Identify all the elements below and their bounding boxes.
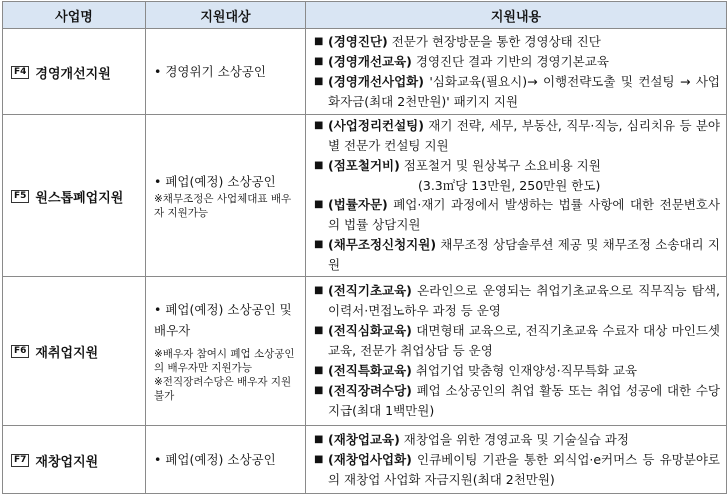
header-target: 지원대상 <box>146 2 306 29</box>
content-item <box>314 195 720 235</box>
item-text: 폐업 소상공인의 취업 활동 또는 취업 성공에 대한 수당 지급(최대 1백만원) <box>328 383 720 418</box>
square-bullet-icon: ■ <box>314 35 324 47</box>
item-text: 재기 전략, 세무, 부동산, 직무·직능, 심리치유 등 분야별 전문가 컨설팅 지원 <box>328 118 720 153</box>
target-text: • 폐업(예정) 소상공인 <box>154 174 276 189</box>
header-program-name: 사업명 <box>3 2 146 29</box>
program-name: 경영개선지원 <box>35 66 111 82</box>
target-text: • 폐업(예정) 소상공인 및 배우자 <box>154 302 292 338</box>
square-bullet-icon: ■ <box>314 285 324 296</box>
target-note: ※배우자 참여시 폐업 소상공인의 배우자만 지원가능 <box>154 348 295 374</box>
content-item <box>314 361 720 381</box>
table-row <box>3 29 727 115</box>
item-label: (전직특화교육) <box>328 363 412 378</box>
item-label: (전직심화교육) <box>328 323 412 338</box>
program-name-cell <box>3 115 146 277</box>
square-bullet-icon: ■ <box>314 199 324 210</box>
square-bullet-icon: ■ <box>314 453 324 465</box>
item-amount: (3.3㎡당 13만원, 250만원 한도) <box>418 178 601 193</box>
content-item <box>314 156 720 195</box>
square-bullet-icon: ■ <box>314 239 324 250</box>
content-cell <box>306 426 727 494</box>
program-code-badge: F6 <box>11 345 29 358</box>
target-note: ※채무조정은 사업체대표 배우자 지원가능 <box>154 193 292 219</box>
target-cell <box>146 426 306 494</box>
item-text: 전문가 현장방문을 통한 경영상태 진단 <box>387 33 601 49</box>
item-label: (사업정리컨설팅) <box>328 118 424 133</box>
target-cell <box>146 29 306 115</box>
program-code-badge: F4 <box>11 66 29 79</box>
item-label: (법률자문) <box>328 197 388 212</box>
item-label: (전직기초교육) <box>328 283 412 298</box>
table-row <box>3 277 727 426</box>
target-cell <box>146 115 306 277</box>
item-label: (재창업교육) <box>328 431 400 447</box>
content-item <box>314 72 720 112</box>
header-content: 지원내용 <box>306 2 727 29</box>
content-item <box>314 450 720 490</box>
item-text: 재창업을 위한 경영교육 및 기술실습 과정 <box>399 431 629 447</box>
program-name: 원스톱폐업지원 <box>35 190 124 206</box>
item-text: 온라인으로 운영되는 취업기초교육으로 직무직능 탐색, 이력서·면접노하우 과정 등 운영 <box>328 283 720 318</box>
square-bullet-icon: ■ <box>314 120 324 131</box>
program-code-badge: F5 <box>11 190 29 203</box>
content-item <box>314 32 720 52</box>
target-text: • 폐업(예정) 소상공인 <box>154 452 276 467</box>
item-label: (전직장려수당) <box>328 383 412 398</box>
square-bullet-icon: ■ <box>314 325 324 336</box>
content-item <box>314 381 720 421</box>
program-name: 재창업지원 <box>35 454 99 470</box>
content-item <box>314 235 720 275</box>
square-bullet-icon: ■ <box>314 385 324 396</box>
item-text: 대면형태 교육으로, 전직기초교육 수료자 대상 마인드셋 교육, 전문가 취업상담 등 운영 <box>328 323 720 358</box>
square-bullet-icon: ■ <box>314 160 324 171</box>
square-bullet-icon: ■ <box>314 365 324 376</box>
item-text: 경영진단 결과 기반의 경영기본교육 <box>411 53 609 69</box>
target-cell <box>146 277 306 426</box>
program-name-cell <box>3 426 146 494</box>
item-text: 인큐베이팅 기관을 통한 외식업·e커머스 등 유망분야로의 재창업 사업화 자금지원(최대 2천만원) <box>328 451 720 487</box>
item-label: (경영개선교육) <box>328 53 412 69</box>
item-label: (점포철거비) <box>328 158 400 173</box>
program-code-badge: F7 <box>11 454 29 467</box>
item-label: (경영진단) <box>328 33 388 49</box>
content-cell <box>306 29 727 115</box>
square-bullet-icon: ■ <box>314 55 324 67</box>
item-text: 점포철거 및 원상복구 소요비용 지원 <box>399 158 601 173</box>
square-bullet-icon: ■ <box>314 75 324 87</box>
table-row <box>3 426 727 494</box>
target-text: • 경영위기 소상공인 <box>154 64 266 79</box>
content-item <box>314 281 720 321</box>
content-item <box>314 321 720 361</box>
item-text: 채무조정 상담솔루션 제공 및 채무조정 소송대리 지원 <box>328 237 720 272</box>
content-item <box>314 430 720 450</box>
support-program-table <box>2 1 727 494</box>
header-row <box>3 2 727 29</box>
table-row <box>3 115 727 277</box>
item-label: (경영개선사업화) <box>328 73 424 89</box>
content-cell <box>306 277 727 426</box>
item-text: 폐업·재기 과정에서 발생하는 법률 사항에 대한 전문변호사의 법률 상담지원 <box>328 197 720 232</box>
item-label: (재창업사업화) <box>328 451 412 467</box>
content-cell <box>306 115 727 277</box>
target-note: ※전직장려수당은 배우자 지원불가 <box>154 376 292 402</box>
content-item <box>314 116 720 156</box>
square-bullet-icon: ■ <box>314 433 324 445</box>
content-item <box>314 52 720 72</box>
item-text: 취업기업 맞춤형 인재양성·직무특화 교육 <box>411 363 638 378</box>
program-name-cell <box>3 29 146 115</box>
program-name: 재취업지원 <box>35 346 99 361</box>
program-name-cell <box>3 277 146 426</box>
item-label: (채무조정신청지원) <box>328 237 437 252</box>
item-text: '심화교육(필요시)→ 이행전략도출 및 컨설팅 → 사업화자금(최대 2천만원)' 패키지 지원 <box>328 73 720 109</box>
